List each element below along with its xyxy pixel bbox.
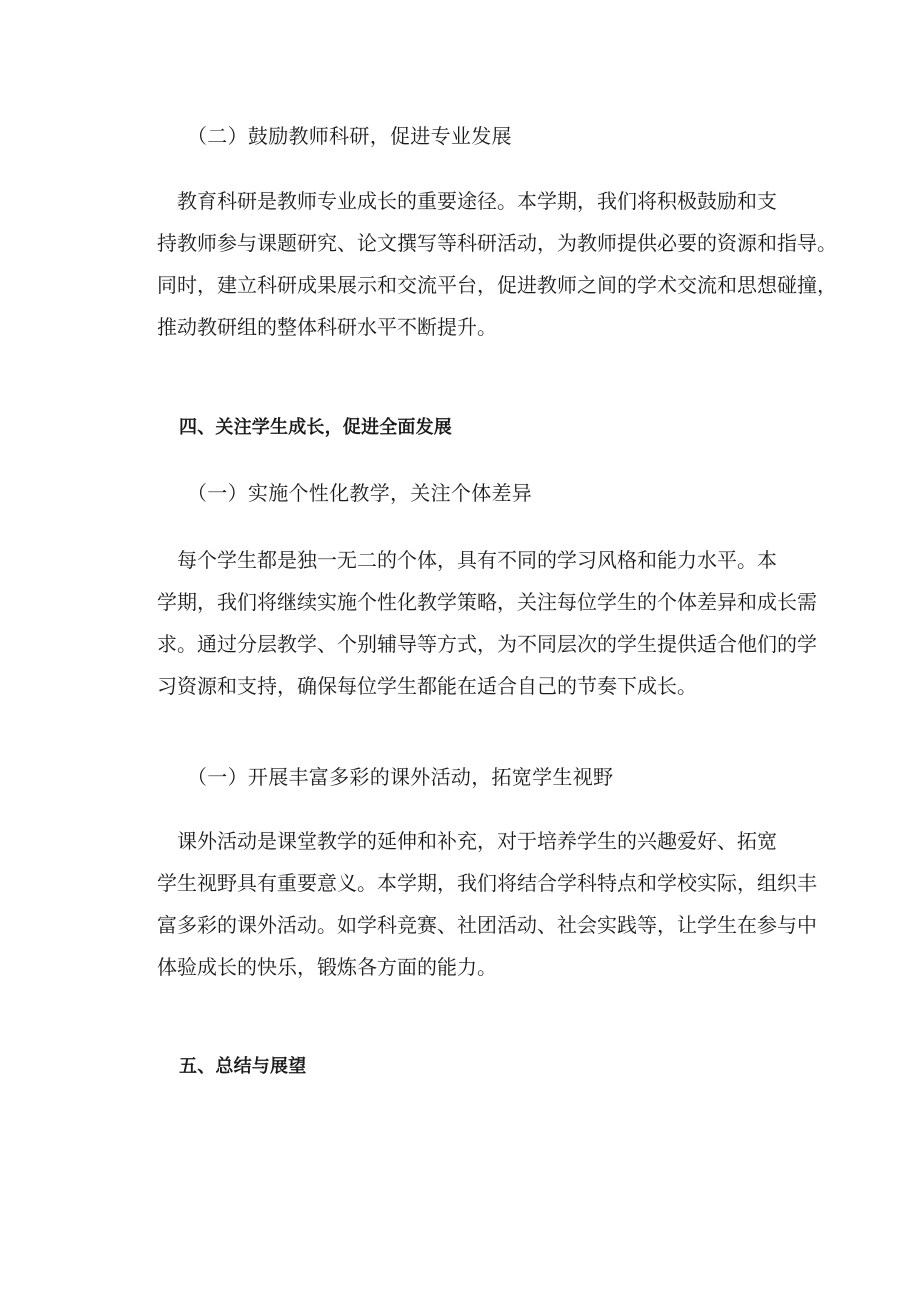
- paragraph-line: 习资源和支持，确保每位学生都能在适合自己的节奏下成长。: [157, 674, 697, 698]
- paragraph-line: 持教师参与课题研究、论文撰写等科研活动，为教师提供必要的资源和指导。: [157, 231, 837, 255]
- paragraph-line: 富多彩的课外活动。如学科竞赛、社团活动、社会实践等，让学生在参与中: [157, 913, 817, 937]
- paragraph-line: 教育科研是教师专业成长的重要途径。本学期，我们将积极鼓励和支: [177, 189, 777, 213]
- subheading-extracurricular: （一）开展丰富多彩的课外活动，拓宽学生视野: [187, 765, 614, 789]
- subheading-encourage-research: （二）鼓励教师科研，促进专业发展: [187, 124, 512, 148]
- paragraph-line: 学生视野具有重要意义。本学期，我们将结合学科特点和学校实际，组织丰: [157, 871, 817, 895]
- paragraph-line: 每个学生都是独一无二的个体，具有不同的学习风格和能力水平。本: [177, 548, 777, 572]
- paragraph-extracurricular: [157, 826, 817, 994]
- paragraph-personalized: [157, 545, 817, 713]
- paragraph-line: 同时，建立科研成果展示和交流平台，促进教师之间的学术交流和思想碰撞，: [157, 273, 837, 297]
- subheading-personalized-teaching: （一）实施个性化教学，关注个体差异: [187, 481, 533, 505]
- paragraph-line: 课外活动是课堂教学的延伸和补充，对于培养学生的兴趣爱好、拓宽: [177, 829, 777, 853]
- paragraph-line: 学期，我们将继续实施个性化教学策略，关注每位学生的个体差异和成长需: [157, 590, 817, 614]
- paragraph-line: 求。通过分层教学、个别辅导等方式，为不同层次的学生提供适合他们的学: [157, 632, 817, 656]
- paragraph-line: 体验成长的快乐，锻炼各方面的能力。: [157, 955, 497, 979]
- paragraph-line: 推动教研组的整体科研水平不断提升。: [157, 315, 497, 339]
- paragraph-research: [157, 186, 837, 354]
- section-heading-four: 四、关注学生成长，促进全面发展: [179, 417, 452, 438]
- section-heading-five: 五、总结与展望: [179, 1056, 307, 1077]
